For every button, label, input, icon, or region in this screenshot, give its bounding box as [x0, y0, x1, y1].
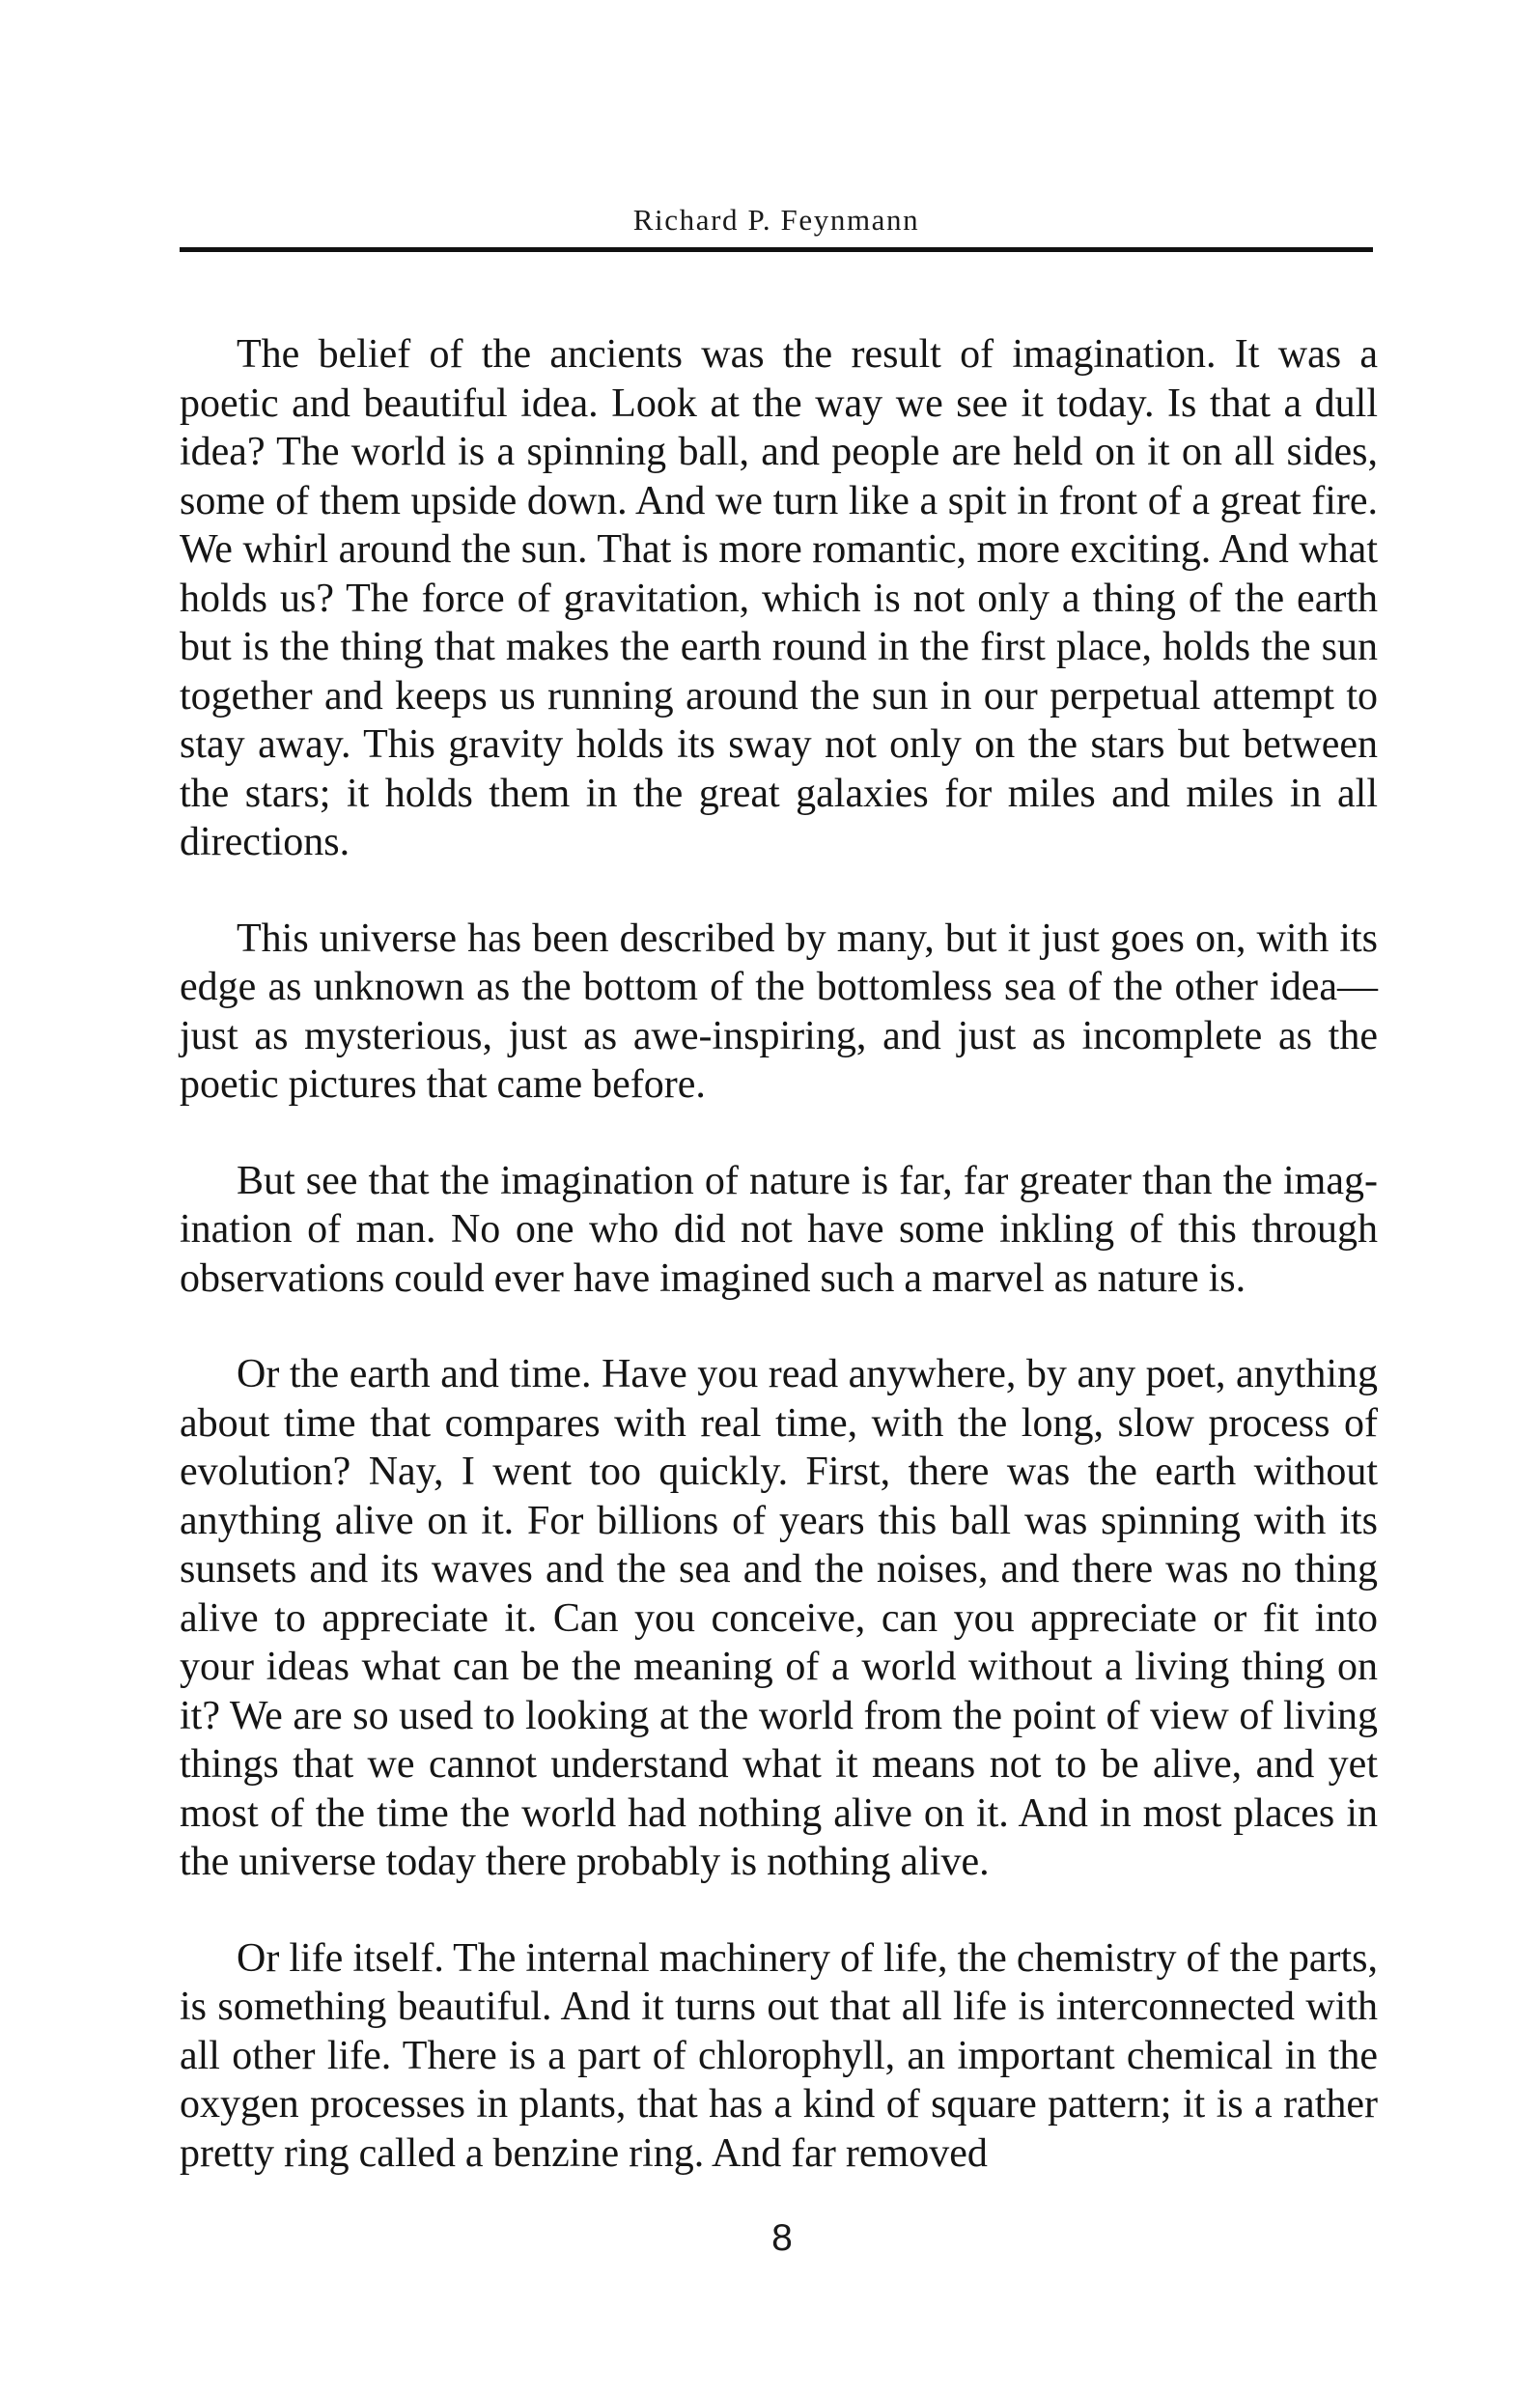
paragraph-2: This universe has been described by many, but it just goes on, with its edge as unknown as the bottom of the bottomless sea of the other idea—just as mysterious, just as awe-inspiring, and just as incomplete as the poetic pictures that came before. — [180, 916, 1378, 1107]
running-header: Richard P. Feynmann — [632, 203, 920, 237]
paragraph-5: Or life itself. The internal machinery of life, the chemistry of the parts, is something beautiful. And it turns out that all life is interconnected with all other life. There is a part of chlorophyll, an important chemical in the oxygen processes in plants, that has a kind of square pattern; it is a rather pretty ring called a benzine ring. And far removed — [180, 1935, 1378, 2176]
header-rule — [180, 247, 1373, 252]
paragraph-4: Or the earth and time. Have you read anywhere, by any poet, anything about time that compares with real time, with the long, slow process of evolution? Nay, I went too quickly. First, there was the earth without anything alive on it. For billions of years this ball was spinning with its sunsets and its waves and the sea and the noises, and there was no thing alive to appreciate it. Can you conceive, can you appreciate or fit into your ideas what can be the meaning of a world without a living thing on it? We are so used to looking at the world from the point of view of living things that we cannot understand what it means not to be alive, and yet most of the time the world had nothing alive on it. And in most places in the universe today there probably is nothing alive. — [180, 1352, 1378, 1884]
page-number: 8 — [771, 2217, 793, 2259]
paragraph-3: But see that the imagination of nature is far, far greater than the imagination of man. No one who did not have some inkling of this through observations could ever have imagined such a marvel as nature is. — [180, 1158, 1378, 1301]
paragraph-1: The belief of the ancients was the result of imagination. It was a poetic and beautiful idea. Look at the way we see it today. Is that a dull idea? The world is a spinning ball, and people are held on it on all sides, some of them upside down. And we turn like a spit in front of a great fire. We whirl around the sun. That is more romantic, more exciting. And what holds us? The force of gravitation, which is not only a thing of the earth but is the thing that makes the earth round in the first place, holds the sun together and keeps us running around the sun in our perpetual attempt to stay away. This gravity holds its sway not only on the stars but between the stars; it holds them in the great galaxies for miles and miles in all directions. — [180, 332, 1378, 864]
body-text — [180, 330, 1378, 2178]
